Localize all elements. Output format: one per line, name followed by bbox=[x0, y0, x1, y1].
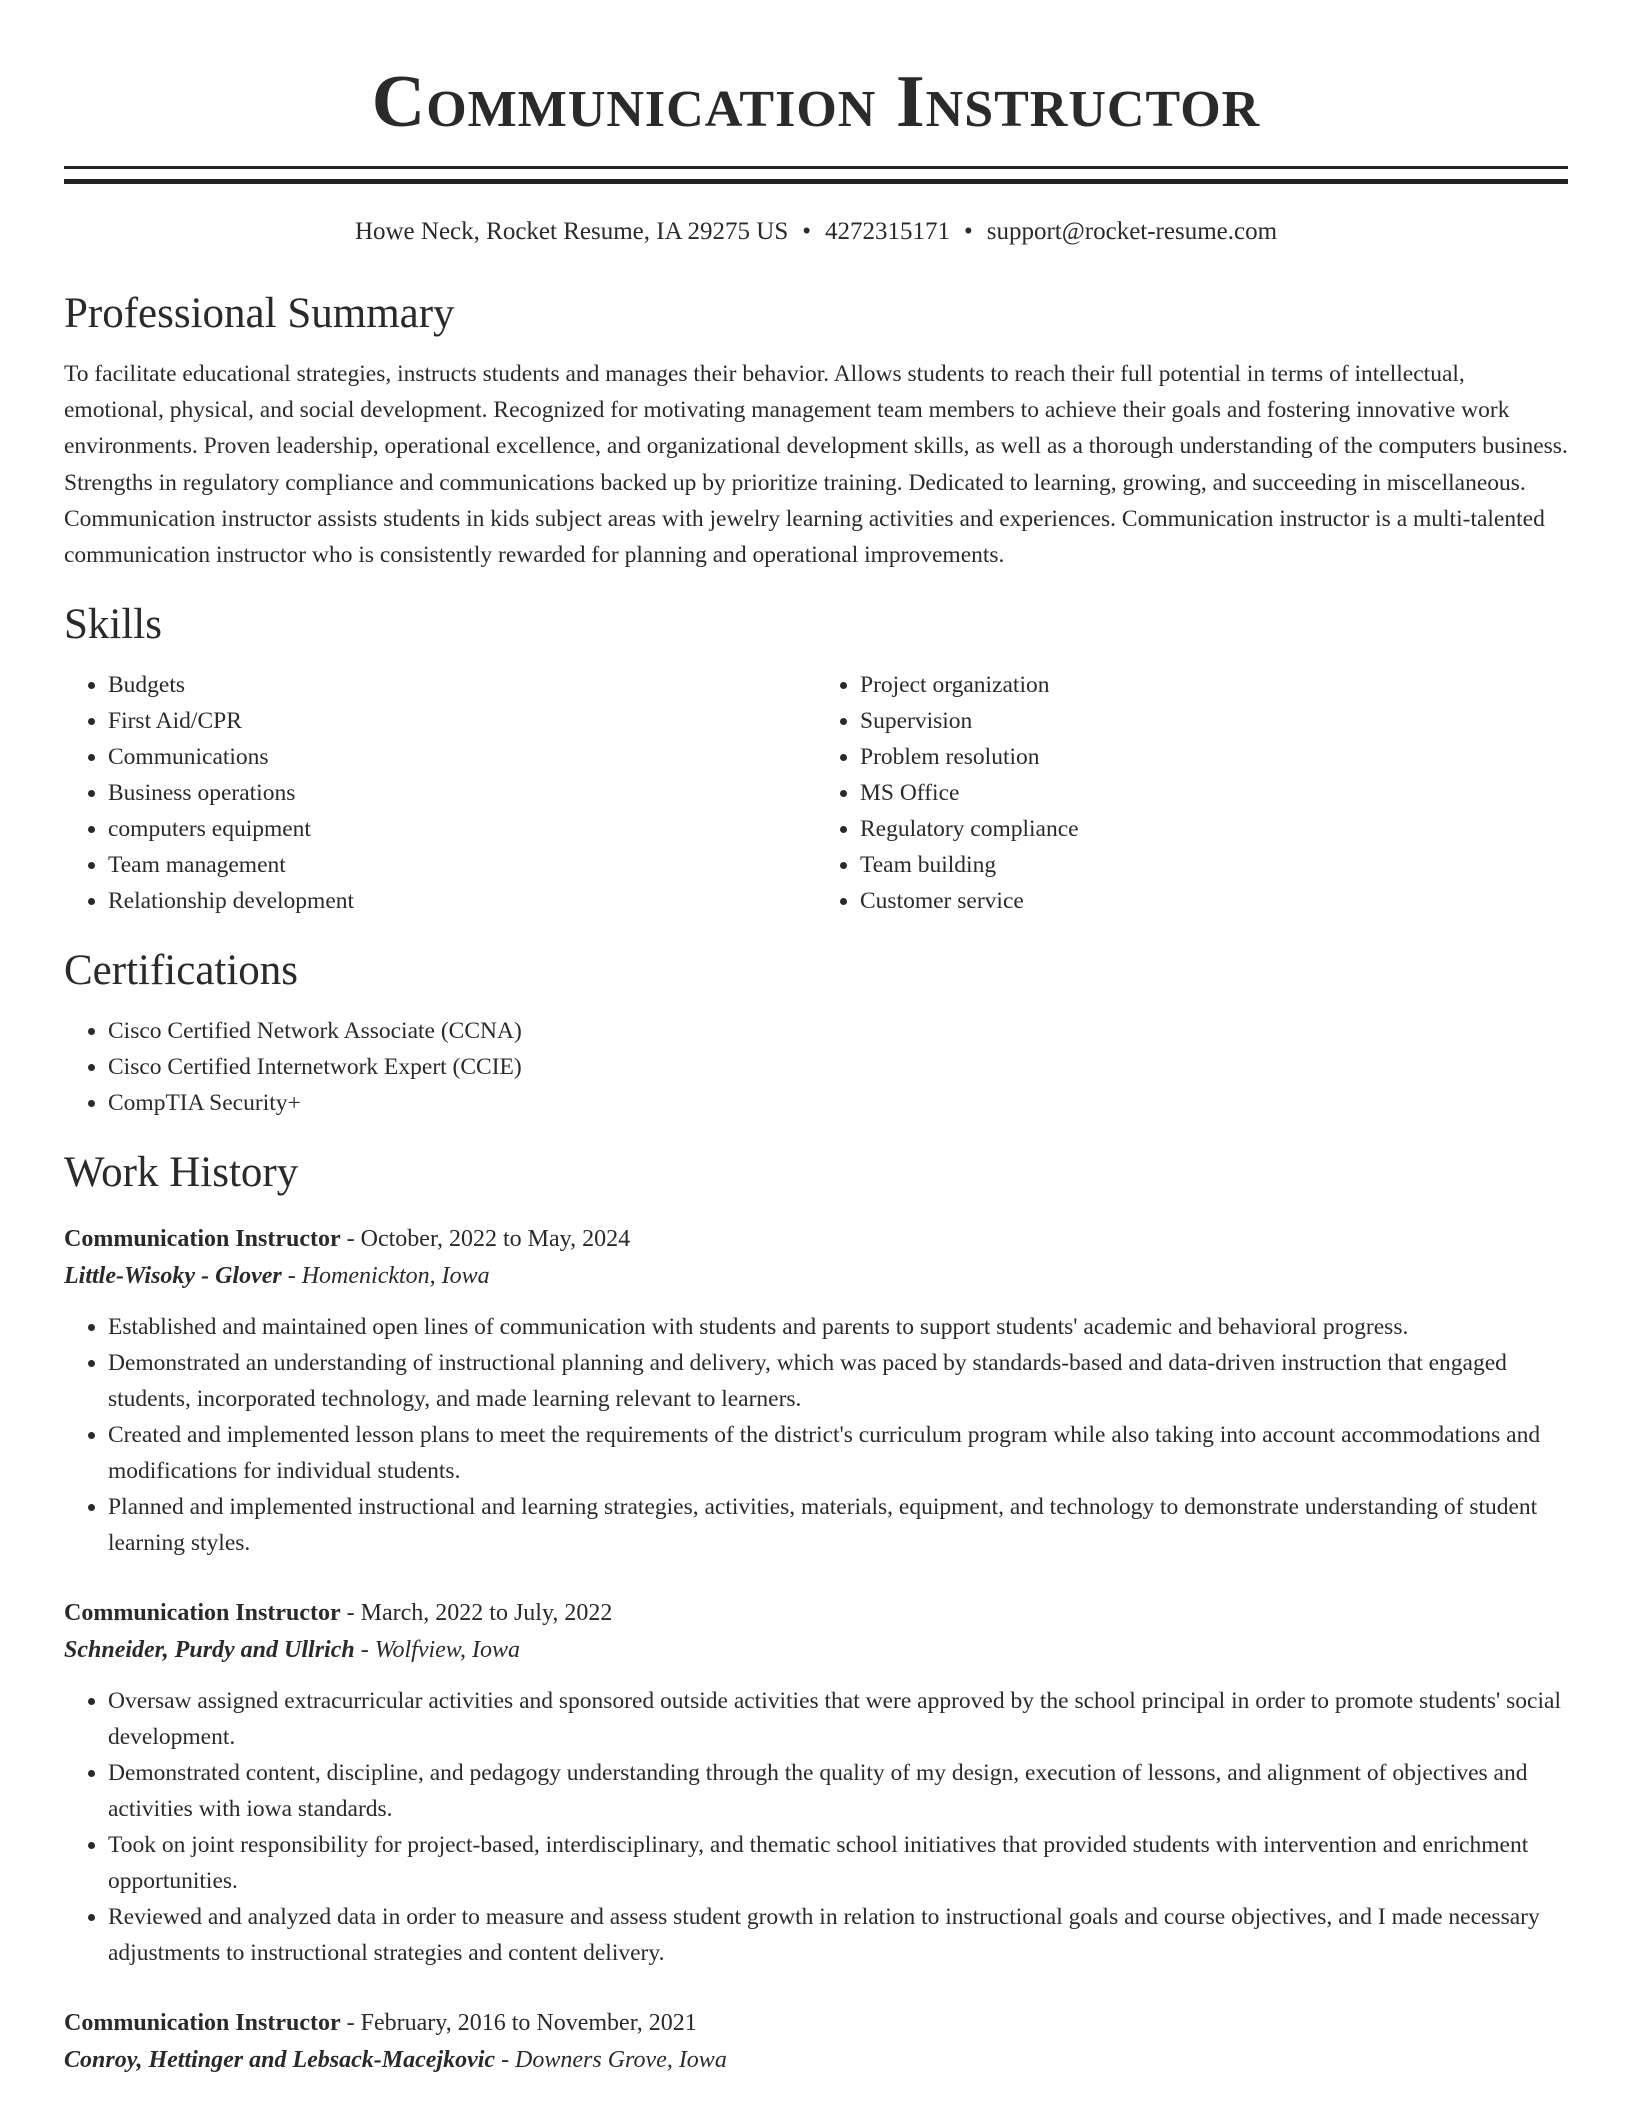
job-bullet: • Reviewed and analyzed data in order to measure and assess student growth in relation to instructional goals and course objectives, and I made necessary adjustments to instructional strategies and content delivery. bbox=[108, 1899, 1568, 1971]
skill-item: • Team management bbox=[108, 847, 816, 883]
job-company: Schneider, Purdy and Ullrich bbox=[64, 1637, 355, 1664]
job-bullet: • Oversaw assigned extracurricular activities and sponsored outside activities that were approved by the school principal in order to promote students' social development. bbox=[108, 1683, 1568, 1755]
job-entry bbox=[64, 1595, 1568, 1971]
skill-item: • Customer service bbox=[860, 883, 1568, 919]
skills-column-right bbox=[816, 667, 1568, 919]
job-dates: - February, 2016 to November, 2021 bbox=[340, 2010, 697, 2037]
skills-column-left bbox=[64, 667, 816, 919]
job-bullets bbox=[64, 1683, 1568, 1971]
contact-email: support@rocket-resume.com bbox=[986, 218, 1278, 245]
skill-item: • Supervision bbox=[860, 703, 1568, 739]
job-company-line bbox=[64, 1632, 1568, 1669]
skill-item: • Regulatory compliance bbox=[860, 811, 1568, 847]
section-heading-certifications: Certifications bbox=[64, 947, 299, 995]
job-entry bbox=[64, 1221, 1568, 1561]
certifications-list bbox=[64, 1013, 1568, 1121]
skill-item: • Relationship development bbox=[108, 883, 816, 919]
skill-item: • Budgets bbox=[108, 667, 816, 703]
job-title: Communication Instructor bbox=[64, 1600, 341, 1627]
job-bullets bbox=[64, 1309, 1568, 1561]
contact-separator: • bbox=[802, 218, 811, 245]
job-title-line bbox=[64, 1595, 1568, 1632]
job-company: Conroy, Hettinger and Lebsack-Macejkovic bbox=[64, 2047, 496, 2074]
job-dates: - October, 2022 to May, 2024 bbox=[340, 1226, 631, 1253]
job-entry bbox=[64, 2005, 1568, 2079]
skill-item: • Project organization bbox=[860, 667, 1568, 703]
job-bullet: • Demonstrated content, discipline, and pedagogy understanding through the quality of my design, execution of lessons, and alignment of objectives and activities with iowa standards. bbox=[108, 1755, 1568, 1827]
summary-text: To facilitate educational strategies, instructs students and manages their behavior. Allows students to reach their full potential in terms of intellectual, emotional, physical, and social development. Recognized for motivating management team members to achieve their goals and fostering innovative work environments. Proven leadership, operational excellence, and organizational development skills, as well as a thorough understanding of the computers business. Strengths in regulatory compliance and communications backed up by prioritize training. Dedicated to learning, growing, and succeeding in miscellaneous. Communication instructor assists students in kids subject areas with jewelry learning activities and experiences. Communication instructor is a multi-talented communication instructor who is consistently rewarded for planning and operational improvements. bbox=[64, 361, 1568, 569]
certification-item: • Cisco Certified Internetwork Expert (CCIE) bbox=[108, 1049, 1568, 1085]
section-heading-summary: Professional Summary bbox=[64, 290, 455, 337]
job-company-line bbox=[64, 1258, 1568, 1295]
title-divider bbox=[64, 166, 1568, 184]
resume-title: Communication Instructor bbox=[371, 61, 1261, 143]
section-heading-skills: Skills bbox=[64, 601, 162, 649]
job-location: - Wolfview, Iowa bbox=[354, 1637, 521, 1664]
job-bullet: • Took on joint responsibility for project-based, interdisciplinary, and thematic school initiatives that provided students with intervention and enrichment opportunities. bbox=[108, 1827, 1568, 1899]
skill-item: • Business operations bbox=[108, 775, 816, 811]
contact-separator: • bbox=[963, 218, 973, 245]
certification-item: • Cisco Certified Network Associate (CCNA) bbox=[108, 1013, 1568, 1049]
job-title-line bbox=[64, 1221, 1568, 1258]
contact-address: Howe Neck, Rocket Resume, IA 29275 US bbox=[354, 218, 789, 245]
certification-item: • CompTIA Security+ bbox=[108, 1085, 1568, 1121]
job-location: - Homenickton, Iowa bbox=[281, 1263, 490, 1290]
job-title: Communication Instructor bbox=[64, 1226, 341, 1253]
job-location: - Downers Grove, Iowa bbox=[495, 2047, 727, 2074]
skill-item: • MS Office bbox=[860, 775, 1568, 811]
job-dates: - March, 2022 to July, 2022 bbox=[340, 1600, 613, 1627]
skill-item: • Team building bbox=[860, 847, 1568, 883]
job-company: Little-Wisoky - Glover bbox=[64, 1263, 282, 1290]
skill-item: • Communications bbox=[108, 739, 816, 775]
job-bullet: • Created and implemented lesson plans to meet the requirements of the district's curriculum program while also taking into account accommodations and modifications for individual students. bbox=[108, 1417, 1568, 1489]
job-bullet: • Planned and implemented instructional and learning strategies, activities, materials, equipment, and technology to demonstrate understanding of student learning styles. bbox=[108, 1489, 1568, 1561]
job-bullet: • Demonstrated an understanding of instructional planning and delivery, which was paced by standards-based and data-driven instruction that engaged students, incorporated technology, and made learning relevant to learners. bbox=[108, 1345, 1568, 1417]
section-heading-work-history: Work History bbox=[64, 1149, 299, 1197]
skill-item: • Problem resolution bbox=[860, 739, 1568, 775]
job-bullet: • Established and maintained open lines of communication with students and parents to support students' academic and behavioral progress. bbox=[108, 1309, 1568, 1345]
skill-item: • computers equipment bbox=[108, 811, 816, 847]
contact-line bbox=[64, 216, 1568, 248]
job-company-line bbox=[64, 2042, 1568, 2079]
skills-list bbox=[64, 667, 1568, 919]
contact-phone: 4272315171 bbox=[824, 218, 950, 245]
skill-item: • First Aid/CPR bbox=[108, 703, 816, 739]
job-title-line bbox=[64, 2005, 1568, 2042]
job-title: Communication Instructor bbox=[64, 2010, 341, 2037]
